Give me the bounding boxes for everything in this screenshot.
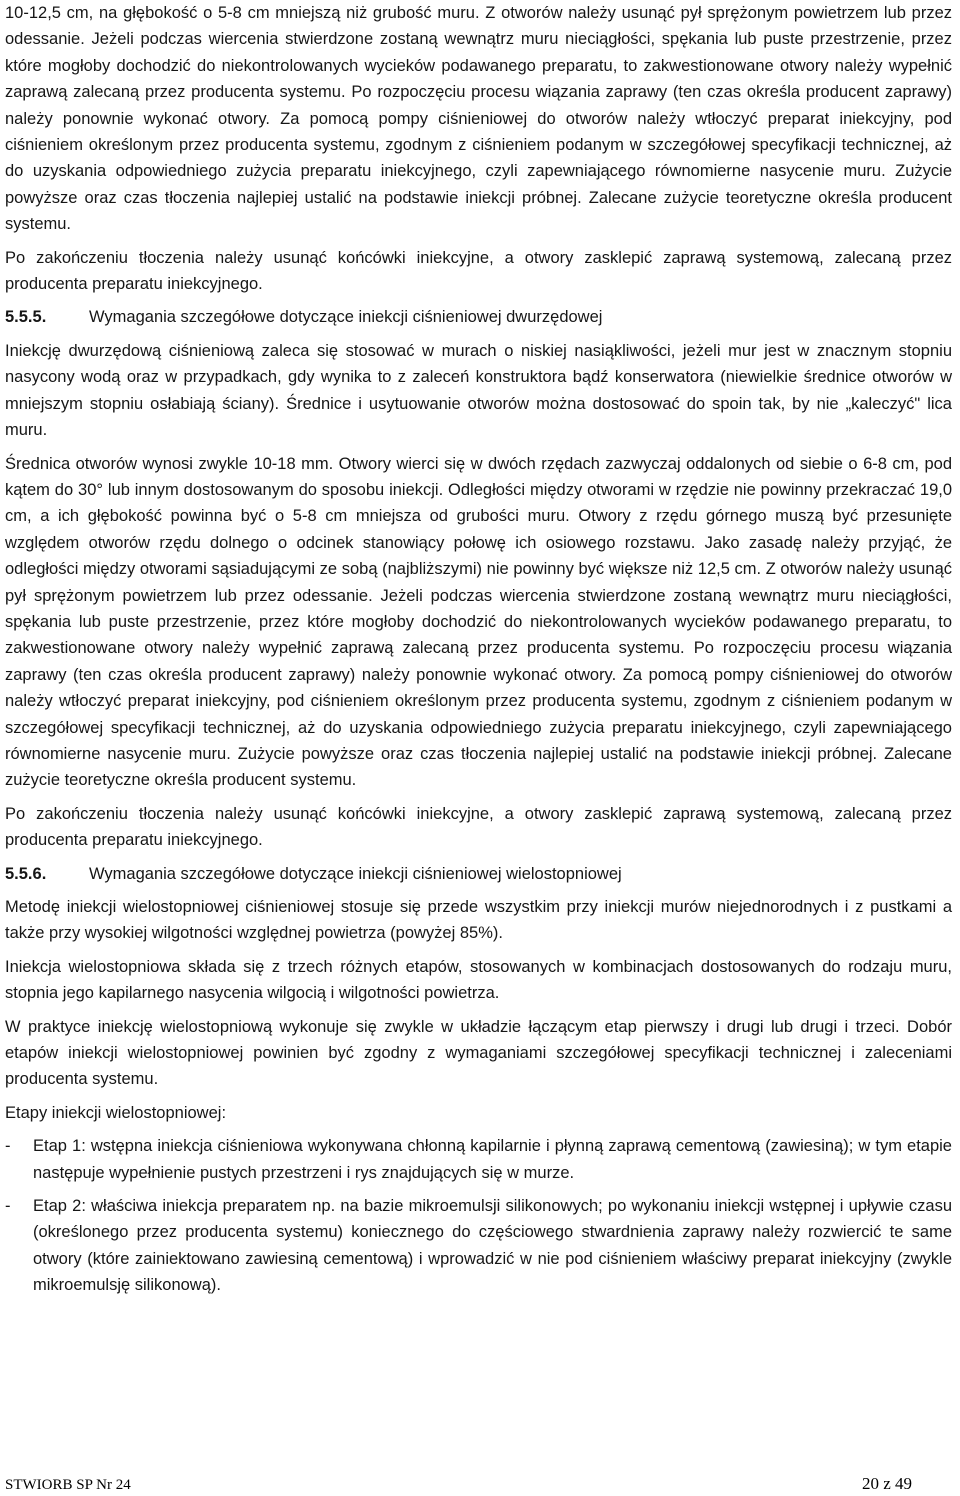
paragraph: 10-12,5 cm, na głębokość o 5-8 cm mniejszą niż grubość muru. Z otworów należy usunąć pył sprężonym powietrzem lub przez odessanie. Jeżeli podczas wiercenia stwierdzone zostaną wewnątrz muru nieciągłości, spękania lub puste przestrzenie, przez które mogłoby dochodzić do niekontrolowanych wycieków podawanego preparatu, to zakwestionowane otwory należy wypełnić zaprawą zalecaną przez producenta systemu. Po rozpoczęciu procesu wiązania zaprawy (ten czas określa producent zaprawy) należy ponownie wykonać otwory. Za pomocą pompy ciśnieniowej do otworów należy wtłoczyć preparat iniekcyjny, pod ciśnieniem określonym przez producenta systemu, zgodnym z ciśnieniem podanym w szczegółowej specyfikacji technicznej, aż do uzyskania odpowiedniego zużycia preparatu iniekcyjnego, czyli zapewniającego równomierne nasycenie muru. Zużycie powyższe oraz czas tłoczenia najlepiej ustalić na podstawie iniekcji próbnej. Zalecane zużycie teoretyczne określa producent systemu. [5,4,952,234]
section-heading-5-5-6 [5,861,952,887]
section-title: Wymagania szczegółowe dotyczące iniekcji ciśnieniowej wielostopniowej [89,864,622,883]
list-item [5,1133,952,1186]
page-footer [5,1474,912,1496]
list-item [5,1193,952,1299]
section-number: 5.5.6. [5,864,47,883]
paragraph: Po zakończeniu tłoczenia należy usunąć końcówki iniekcyjne, a otwory zasklepić zaprawą systemową, zalecaną przez producenta preparatu iniekcyjnego. [5,804,952,850]
list-item-text: Etap 2: właściwa iniekcja preparatem np. na bazie mikroemulsji silikonowych; po wykonaniu iniekcji wstępnej i upływie czasu (określonego przez producenta systemu) koniecznego do częściowego stwardnienia zaprawy należy rozwiercić te same otwory (które zainiektowano zawiesiną cementową) i wprowadzić w nie pod ciśnieniem właściwy preparat iniekcyjny (zwykle mikroemulsję silikonową). [33,1197,952,1295]
list-intro: Etapy iniekcji wielostopniowej: [5,1103,227,1122]
stages-list [5,1133,952,1298]
paragraph: W praktyce iniekcję wielostopniową wykonuje się zwykle w układzie łączącym etap pierwszy i drugi lub drugi i trzeci. Dobór etapów iniekcji wielostopniowej powinien być zgodny z wymaganiami szczegółowej specyfikacji technicznej i zaleceniami producenta systemu. [5,1017,952,1089]
footer-page-number: 20 z 49 [861,1474,912,1493]
list-dash: - [5,1137,11,1156]
section-number: 5.5.5. [5,308,47,327]
list-item-text: Etap 1: wstępna iniekcja ciśnieniowa wykonywana chłonną kapilarnie i płynną zaprawą cementową (zawiesiną); w tym etapie następuje wypełnienie pustych przestrzeni i rys znajdujących się w murze. [33,1137,952,1182]
paragraph: Średnica otworów wynosi zwykle 10-18 mm. Otwory wierci się w dwóch rzędach zazwyczaj oddalonych od siebie o 6-8 cm, pod kątem do 30° lub innym dostosowanym do sposobu iniekcji. Odległości między otworami w rzędzie nie powinny przekraczać 19,0 cm, a ich głębokość powinna być o 5-8 cm mniejsza od grubości muru. Otwory z rzędu górnego muszą być przesunięte względem otworów rzędu dolnego o odcinek stanowiący połowę ich osiowego rozstawu. Jako zasadę należy przyjąć, że odległości między otworami sąsiadującymi ze sobą (najbliższymi) nie powinny być większe niż 12,5 cm. Z otworów należy usunąć pył sprężonym powietrzem lub przez odessanie. Jeżeli podczas wiercenia stwierdzone zostaną wewnątrz muru nieciągłości, spękania lub puste przestrzenie, przez które mogłoby dochodzić do niekontrolowanych wycieków podawanego preparatu, to zakwestionowane otwory należy wypełnić zaprawą zalecaną przez producenta systemu. Po rozpoczęciu procesu wiązania zaprawy (ten czas określa producent zaprawy) należy ponownie wykonać otwory. Za pomocą pompy ciśnieniowej do otworów należy wtłoczyć preparat iniekcyjny, pod ciśnieniem określonym przez producenta systemu, zgodnym z ciśnieniem podanym w szczegółowej specyfikacji technicznej, aż do uzyskania odpowiedniego zużycia preparatu iniekcyjnego, czyli zapewniającego równomierne nasycenie muru. Zużycie powyższe oraz czas tłoczenia najlepiej ustalić na podstawie iniekcji próbnej. Zalecane zużycie teoretyczne określa producent systemu. [5,454,952,790]
paragraph: Metodę iniekcji wielostopniowej ciśnieniowej stosuje się przede wszystkim przy iniekcji murów niejednorodnych i z pustkami a także przy wysokiej wilgotności względnej powietrza (powyżej 85%). [5,898,952,943]
paragraph: Iniekcję dwurzędową ciśnieniową zaleca się stosować w murach o niskiej nasiąkliwości, jeżeli mur jest w znacznym stopniu nasycony wodą oraz w przypadkach, gdy wynika to z zaleceń konstruktora bądź konserwatora (niewielkie średnice otworów w mniejszym stopniu osłabiają ściany). Średnice i usytuowanie otworów można dostosować do spoin tak, by nie „kaleczyć" lica muru. [5,341,952,440]
footer-document-id: STWIORB SP Nr 24 [5,1477,131,1493]
paragraph: Iniekcja wielostopniowa składa się z trzech różnych etapów, stosowanych w kombinacjach dostosowanych do rodzaju muru, stopnia jego kapilarnego nasycenia wilgocią i wilgotności powietrza. [5,957,952,1003]
section-title: Wymagania szczegółowe dotyczące iniekcji ciśnieniowej dwurzędowej [89,308,603,327]
paragraph: Po zakończeniu tłoczenia należy usunąć końcówki iniekcyjne, a otwory zasklepić zaprawą systemową, zalecaną przez producenta preparatu iniekcyjnego. [5,248,952,294]
list-dash: - [5,1197,11,1216]
section-heading-5-5-5 [5,304,952,330]
